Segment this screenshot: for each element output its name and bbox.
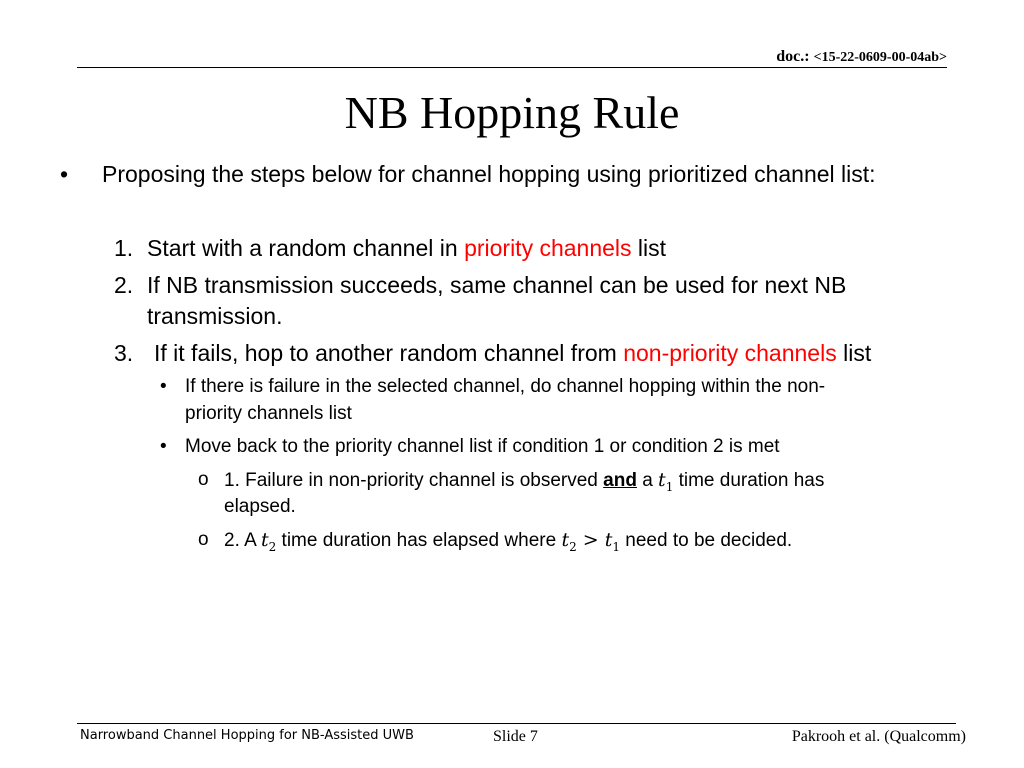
step-1-before: Start with a random channel in bbox=[147, 235, 465, 261]
condition-1-before: 1. Failure in non-priority channel is observed bbox=[224, 470, 604, 491]
step-3-before: If it fails, hop to another random channel from bbox=[154, 340, 624, 366]
condition-1-marker: o bbox=[198, 469, 209, 490]
sub-bullet-2-text: Move back to the priority channel list if condition 1 or condition 2 is met bbox=[185, 436, 780, 457]
step-2-line-2: transmission. bbox=[147, 303, 283, 329]
expr-sub-1: 2 bbox=[569, 539, 577, 554]
condition-1-mid: a bbox=[636, 470, 659, 491]
top-divider bbox=[77, 67, 947, 68]
step-1-highlight: priority channels bbox=[464, 235, 632, 261]
sub-bullet-1-line-2: priority channels list bbox=[185, 403, 352, 424]
condition-2-after: need to be decided. bbox=[620, 530, 793, 551]
condition-1-sub: 1 bbox=[665, 479, 674, 494]
sub-bullet-1-marker: • bbox=[160, 376, 167, 397]
intro-bullet: • bbox=[60, 161, 69, 187]
condition-2-expression bbox=[561, 529, 620, 554]
footer-authors: Pakrooh et al. (Qualcomm) bbox=[791, 728, 966, 745]
intro-text: Proposing the steps below for channel hopping using prioritized channel list: bbox=[102, 161, 876, 187]
footer-title: Narrowband Channel Hopping for NB-Assisted UWB bbox=[80, 728, 414, 743]
bottom-divider bbox=[77, 723, 956, 724]
step-1-number: 1. bbox=[114, 235, 134, 261]
step-2-line-1: If NB transmission succeeds, same channel can be used for next NB bbox=[147, 272, 847, 298]
step-3-highlight: non-priority channels bbox=[623, 340, 837, 366]
doc-label: doc.: bbox=[776, 48, 810, 65]
condition-2-t2 bbox=[260, 529, 277, 554]
condition-1-after: time duration has bbox=[673, 470, 825, 491]
condition-2-sub: 2 bbox=[268, 539, 277, 554]
step-3-number: 3. bbox=[114, 340, 134, 366]
expr-var-1: t bbox=[561, 529, 570, 551]
condition-2-before: 2. A bbox=[224, 530, 261, 551]
step-1-text bbox=[147, 235, 666, 262]
step-1-after: list bbox=[631, 235, 667, 261]
expr-sub-2: 1 bbox=[612, 539, 620, 554]
condition-1-line-2: elapsed. bbox=[224, 496, 296, 517]
sub-bullet-1-line-1: If there is failure in the selected channel, do channel hopping within the non- bbox=[185, 376, 826, 397]
expr-operator: > bbox=[576, 529, 605, 551]
condition-1-var: t bbox=[658, 469, 666, 491]
step-2-number: 2. bbox=[114, 272, 134, 298]
condition-1-t1 bbox=[658, 469, 674, 494]
condition-2-marker: o bbox=[198, 529, 209, 550]
doc-header bbox=[776, 48, 947, 66]
condition-1-line-1 bbox=[224, 469, 824, 494]
condition-2-mid: time duration has elapsed where bbox=[276, 530, 562, 551]
doc-number: <15-22-0609-00-04ab> bbox=[813, 50, 947, 65]
sub-bullet-2-marker: • bbox=[160, 436, 167, 457]
condition-2-var: t bbox=[260, 529, 269, 551]
condition-2-text bbox=[224, 529, 792, 554]
expr-var-2: t bbox=[604, 529, 613, 551]
step-3-text bbox=[154, 340, 871, 367]
slide-title: NB Hopping Rule bbox=[344, 87, 680, 138]
step-3-after: list bbox=[836, 340, 872, 366]
slide-number: Slide 7 bbox=[493, 728, 538, 745]
condition-1-and: and bbox=[603, 470, 637, 491]
